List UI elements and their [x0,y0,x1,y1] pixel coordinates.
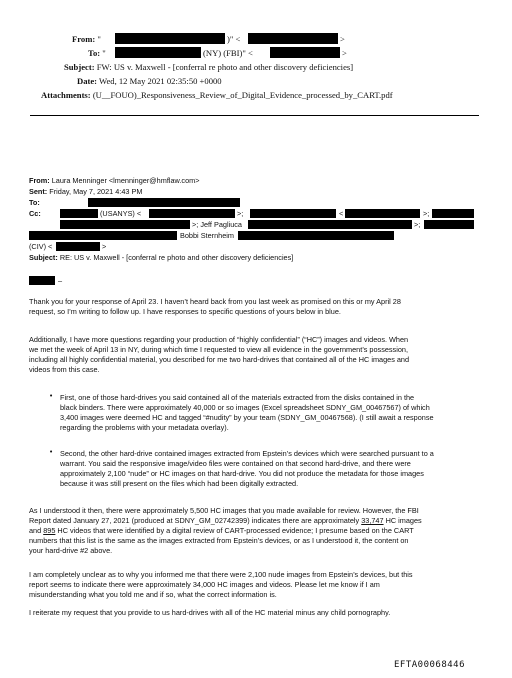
text-line: Second, the other hard-drive contained images extracted from Epstein’s devices which were searched pursuant to a [60,449,434,458]
text-line: your hard-drive #2 above. [29,546,113,556]
text-segment: and [29,526,44,536]
fwd-attachments-link[interactable]: (U__FOUO)_Responsiveness_Review_of_Digital_Evidence_processed_by_CART.pdf [92,90,393,100]
text-line: Additionally, I have more questions regarding your production of “highly confidential” (“HC”) images and videos. When [29,335,409,344]
orig-cc-row3-end: >; [414,220,421,229]
redaction [115,47,201,58]
fwd-attachments-row [41,90,393,100]
hc-images-count: 33,747 [361,516,384,526]
fwd-subject-value: FW: US v. Maxwell - [conferral re photo and other discovery deficiencies] [96,62,354,72]
header-divider [30,115,479,116]
bullet-item-1 [60,393,434,433]
fwd-to-quote: " [102,48,106,58]
redaction [345,209,420,218]
fwd-to-row [88,48,106,58]
fwd-from-label: From: [72,34,96,44]
fwd-date-value: Wed, 12 May 2021 02:35:50 +0000 [99,76,222,86]
orig-cc-civ: (CIV) < [29,242,53,251]
fwd-from-mid: )" < [227,34,241,44]
text-line: misunderstanding what you told me and if so, what the correct information is. [29,590,277,600]
orig-from-label: From: [29,176,50,185]
text-line: First, one of those hard-drives you said contained all of the materials extracted from the disks contained in the [60,393,415,402]
orig-from-row [29,176,199,185]
text-line: black binders. There were approximately 40,000 or so images (Excel spreadsheet SDNY_GM_00467567) of which [60,403,430,413]
text-line: I am completely unclear as to why you informed me that there were 2,100 nude images from Epstein’s devices, but this [29,570,413,579]
redaction [250,209,336,218]
orig-subject-value: RE: US v. Maxwell - [conferral re photo and other discovery deficiencies] [59,253,294,262]
text-line [29,526,422,536]
redaction [60,209,98,218]
fwd-to-mid: (NY) (FBI)" < [203,48,253,58]
orig-to-label: To: [29,198,40,207]
greeting-dash: – [58,276,63,285]
redaction [60,220,190,229]
orig-cc-usansys: (USANYS) < [100,209,142,218]
text-line: Thank you for your response of April 23. I haven’t heard back from you last week as promised on this or my April 28 [29,297,401,306]
orig-cc-gt-end: >; [423,209,430,218]
text-line: because it was still present on the files which had been digitally extracted. [60,479,299,489]
fwd-subject-row [64,62,353,72]
redaction [238,231,394,240]
fwd-subject-label: Subject: [64,62,95,72]
text-line: regarding the problems with your metadata overlay). [60,423,229,433]
text-line: numbers that this list is the same as the images extracted from Epstein’s devices, or as I understood it, the content on [29,536,409,546]
text-segment: HC videos that were identified by a digital review of CART-processed evidence; I presume based on the CART [55,526,414,536]
fwd-date-label: Date: [77,76,98,86]
redaction [424,220,474,229]
redaction [88,198,240,207]
redaction [149,209,235,218]
orig-cc-row3-text: >; Jeff Pagliuca [192,220,242,229]
fwd-to-label: To: [88,48,101,58]
fwd-date-row [77,76,222,86]
text-line: approximately 2,100 “nude” or HC images on that hard-drive. You did not produce the metadata for those images [60,469,424,479]
orig-cc-civ-end: > [102,242,107,251]
text-line: 3,400 images were deemed HC and tagged “#nudity” by your team (SDNY_GM_00467568). (I still await a response [60,413,434,423]
text-line: including all highly confidential material, you described for me two hard-drives that contained all of the HC images and [29,355,410,365]
body-paragraph-3 [29,506,422,556]
orig-cc-gt: >; [237,209,244,218]
text-segment: Report dated January 27, 2021 (produced at SDNY_GM_02742399) indicates there are approximately [29,516,362,526]
fwd-from-row [72,34,101,44]
text-line: As I understood it then, there were approximately 5,500 HC images that you made available for review. However, the FBI [29,506,419,515]
fwd-from-end: > [340,34,345,44]
text-line [29,516,422,526]
text-line: I reiterate my request that you provide to us hard-drives with all of the HC material minus any child pornography. [29,608,391,617]
orig-sent-label: Sent: [29,187,48,196]
redaction [56,242,100,251]
redaction [29,276,55,285]
text-line: report seems to indicate there were approximately 34,000 HC images and videos. Please let me know if I am [29,580,380,590]
body-paragraph-5 [29,608,390,618]
orig-subject-row [29,253,293,262]
text-line: request, so I’m writing to follow up. I have responses to specific questions of yours below in blue. [29,307,341,317]
bullet-item-2 [60,449,434,489]
orig-subject-label: Subject: [29,253,58,262]
redaction [29,231,177,240]
orig-sent-value: Friday, May 7, 2021 4:43 PM [49,187,143,196]
redaction [248,220,412,229]
text-segment: HC images [383,516,422,526]
fwd-to-end: > [342,48,347,58]
orig-from-value: Laura Menninger <lmenninger@hmflaw.com> [51,176,200,185]
text-line: videos from this case. [29,365,100,375]
body-paragraph-1 [29,297,401,317]
fwd-from-quote: " [97,34,101,44]
document-id: EFTA00068446 [394,660,466,670]
redaction [270,47,340,58]
orig-sent-row [29,187,142,196]
redaction [115,33,225,44]
bullet-marker: • [49,392,54,400]
text-line: we met the week of April 13 in NY, during which time I requested to view all evidence in the government’s possession, [29,345,408,355]
orig-cc-label: Cc: [29,209,41,218]
redaction [432,209,474,218]
fwd-attachments-label: Attachments: [41,90,91,100]
orig-cc-bobbi: Bobbi Sternheim [180,231,234,240]
bullet-marker: • [49,448,54,456]
hc-videos-count: 895 [43,526,56,536]
redaction [248,33,338,44]
body-paragraph-4 [29,570,413,600]
orig-cc-lt: < [339,209,344,218]
text-line: warrant. You said the responsive image/video files were contained on that second hard-drive, and there were [60,459,411,469]
body-paragraph-2 [29,335,409,375]
